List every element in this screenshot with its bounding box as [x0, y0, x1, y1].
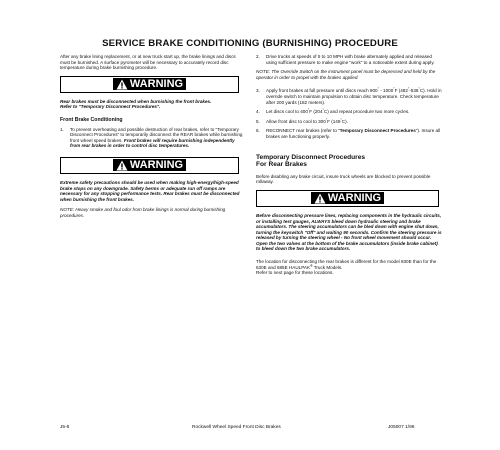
warning-box-1: [60, 76, 239, 93]
warning-label: WARNING: [129, 159, 184, 172]
temp-disconnect-heading: Temporary Disconnect Procedures For Rear Brakes: [256, 153, 366, 169]
warning2-text: Extreme safety precautions should be used when making high-energy/high-speed brake stops on any downgrade. Safety berms or adequate run off ramps are necessary for any stopping performance tests. Rear brakes must be disconnected when burnishing the front brakes.: [60, 179, 240, 202]
warning1-text: Rear brakes must be disconnected when burnishing the front brakes. Refer to "Temporary Disconnect Procedures".: [60, 98, 212, 110]
front-brake-heading: Front Brake Conditioning: [60, 116, 123, 123]
list-item: 2. Drive trucks at speeds of 5 to 10 MPH with brake alternately applied and released using sufficient pressure to make engine "work" to a noticeable extent during apply.: [256, 54, 435, 65]
page-title: SERVICE BRAKE CONDITIONING (BURNISHING) PROCEDURE: [102, 38, 398, 49]
warning-label: WARNING: [129, 78, 184, 91]
before-paragraph: Before disabling any brake circuit, insure truck wheels are blocked to prevent possible rollaway.: [256, 173, 431, 185]
note-override: NOTE: The Override Switch on the instrument panel must be depressed and held by the operator in order to propel with the brakes applied.: [256, 69, 436, 80]
warning-triangle-icon: [116, 160, 128, 171]
warning-badge: [113, 78, 186, 90]
list-item: 5. Allow front disc to cool to 300°F (149°C).: [256, 117, 348, 124]
list-item: 1. To prevent overheating and possible destruction of rear brakes, refer to "Temporary Disconnect Procedures" to temporarily disconnect the REAR brakes while burnishing front wheel speed brakes. Front brakes will require burnishing independently from rear brakes in order to control disc temperatures.: [60, 126, 243, 149]
warning-label: WARNING: [327, 192, 382, 205]
note-smoke: NOTE: Heavy smoke and foul odor from brake linings is normal during burnishing procedures.: [60, 207, 226, 218]
list-item: 6. RECONNECT rear brakes (refer to "Temporary Disconnect Procedures"). Insure all brakes are functioning properly.: [256, 128, 441, 139]
warning-box-2: [60, 157, 239, 174]
warning-box-3: [256, 190, 439, 207]
warning-badge: [311, 192, 384, 204]
left-column: [60, 54, 243, 224]
intro-paragraph: After any brake lining replacement, or at new truck start up, the brake linings and discs must be burnished. A surface pyrometer will be necessary to accurately record disc temperature during brake burnishing procedure.: [60, 54, 236, 71]
warning-badge: [113, 159, 186, 171]
right-column: [256, 54, 443, 281]
footer-page-number: J5-6: [60, 425, 70, 430]
location-paragraph: The location for disconnecting the rear brakes is different for the model 830E than for the 630E and 685E HAULPAK® Truck Models. Refer to next page for these locations.: [256, 259, 437, 276]
footer-doc-id: J05007 1/96: [388, 425, 415, 430]
warning-triangle-icon: [116, 79, 128, 90]
warning-triangle-icon: [314, 193, 326, 204]
warning3-text: Before disconnecting pressure lines, replacing components in the hydraulic circuits, or installing test gauges, ALWAYS bleed down hydraulic steering and brake accumulators. The steering accumulators can be bled down with engine shut down, turning the keyswitch "Off" and waiting 90 seconds. Confirm the steering pressure is released by turning the steering wheel - No front wheel movement should occur. Open the two valves at the bottom of the brake accumulators (inside brake cabinet) to bleed down the two brake accumulators.: [256, 212, 442, 252]
list-item: 4. Let discs cool to 400°F (204°C) and repeat procedure two more cycles.: [256, 108, 410, 115]
list-item: 3. Apply front brakes at full pressure until discs reach 900° - 1000°F (482°-538°C). Hold in override switch to maintain propulsion to obtain disc temperature. Check temperature after 200 yards (182 meters).: [256, 87, 442, 105]
footer-title: Rockwell Wheel Speed Front Disc Brakes: [192, 425, 281, 430]
